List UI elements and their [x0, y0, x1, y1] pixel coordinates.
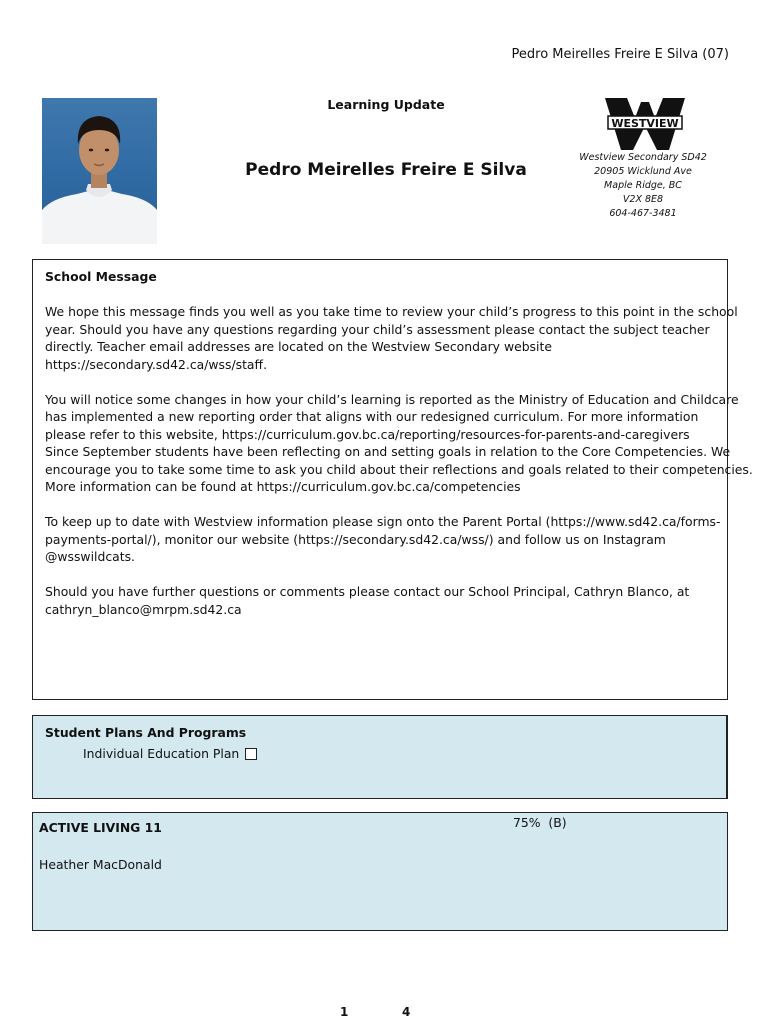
message-line: Since September students have been reflecting on and setting goals in relation to the Core Competencies. We [45, 444, 731, 459]
message-paragraph [45, 583, 715, 618]
school-message-title: School Message [45, 269, 157, 284]
message-paragraph [45, 391, 753, 496]
course-teacher: Heather MacDonald [39, 857, 162, 872]
page-number: 1 [340, 1005, 349, 1019]
message-line: directly. Teacher email addresses are located on the Westview Secondary website [45, 339, 552, 354]
student-photo [42, 98, 157, 244]
message-line: year. Should you have any questions regarding your child’s assessment please contact the subject teacher [45, 321, 710, 337]
message-paragraph [45, 513, 721, 566]
course-box [32, 812, 728, 931]
student-plans-box [32, 715, 728, 799]
message-line: cathryn_blanco@mrpm.sd42.ca [45, 601, 242, 617]
course-grade: 75% (B) [513, 815, 567, 830]
address-line: V2X 8E8 [622, 194, 664, 205]
message-line: please refer to this website, https://curriculum.gov.bc.ca/reporting/resources-for-parents-and-caregivers [45, 426, 690, 442]
message-line: We hope this message finds you well as you take time to review your child’s progress to this point in the school [45, 304, 738, 319]
westview-logo [605, 98, 685, 150]
message-paragraph [45, 303, 738, 373]
school-address [572, 151, 714, 221]
address-line: Westview Secondary SD42 [579, 152, 707, 163]
course-name: ACTIVE LIVING 11 [39, 820, 162, 835]
page-total: 4 [402, 1005, 411, 1019]
message-line: encourage you to take some time to ask you child about their reflections and goals related to their competencies. [45, 461, 753, 477]
student-plans-title: Student Plans And Programs [45, 725, 247, 740]
message-line: has implemented a new reporting order that aligns with our redesigned curriculum. For more information [45, 409, 699, 424]
message-line: To keep up to date with Westview information please sign onto the Parent Portal (https://www.sd42.ca/forms- [45, 514, 721, 529]
iep-row [83, 746, 714, 761]
address-line: Maple Ridge, BC [604, 180, 682, 191]
header-student-name: Pedro Meirelles Freire E Silva (07) [511, 47, 729, 62]
address-line: 20905 Wicklund Ave [594, 166, 692, 177]
logo-lettering: WESTVIEW [611, 117, 679, 130]
iep-label: Individual Education Plan [83, 746, 240, 761]
document-type: Learning Update [327, 97, 445, 112]
address-line: 604-467-3481 [609, 208, 677, 219]
student-name-title: Pedro Meirelles Freire E Silva [245, 160, 527, 180]
school-message-box [32, 259, 753, 700]
message-line: @wsswildcats. [45, 549, 135, 564]
message-line: Should you have further questions or comments please contact our School Principal, Cathryn Blanco, at [45, 584, 690, 599]
message-line: You will notice some changes in how your child’s learning is reported as the Ministry of Education and Childcare [45, 391, 739, 407]
message-line: payments-portal/), monitor our website (https://secondary.sd42.ca/wss/) and follow us on Instagram [45, 531, 666, 547]
iep-checkbox[interactable] [245, 748, 257, 760]
message-line: https://secondary.sd42.ca/wss/staff. [45, 356, 268, 372]
message-line: More information can be found at https://curriculum.gov.bc.ca/competencies [45, 479, 521, 494]
